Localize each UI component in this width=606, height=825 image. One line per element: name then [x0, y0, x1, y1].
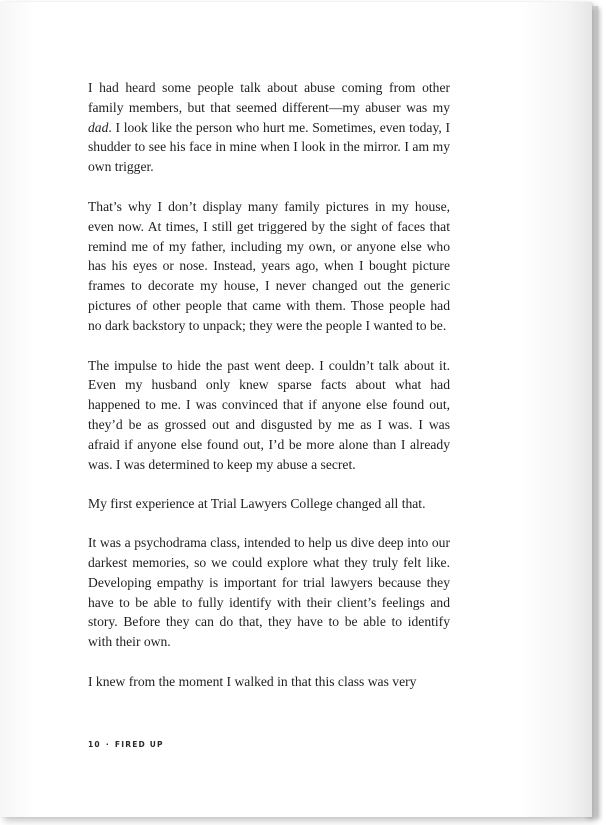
paragraph-1: I had heard some people talk about abuse coming from other family members, but that seemed different—my abuser was my dad. I look like the person who hurt me. Sometimes, even today, I shudder to see his face in mine when I look in the mirror. I am my own trigger.	[88, 80, 450, 175]
paragraph-5: It was a psychodrama class, intended to help us dive deep into our darkest memories, so we could explore what they truly felt like. Developing empathy is important for trial lawyers because they have to be able to fully identify with their client’s feelings and story. Before they can do that, they have to be able to identify with their own.	[88, 535, 450, 650]
paragraph-6: I knew from the moment I walked in that this class was very	[88, 673, 417, 689]
page-number: 10	[88, 740, 101, 749]
page-footer	[88, 740, 164, 749]
running-head: FIRED UP	[114, 740, 164, 749]
body-text	[88, 78, 450, 712]
paragraph-3: The impulse to hide the past went deep. I couldn’t talk about it. Even my husband only knew sparse facts about what had happened to me. I was convinced that if anyone else found out, they’d be as grossed out and disgusted by me as I was. I was afraid if anyone else found out, I’d be more alone than I already was. I was determined to keep my abuse a secret.	[88, 357, 450, 472]
emphasis-dad: dad	[88, 119, 109, 135]
paragraph-4: My first experience at Trial Lawyers College changed all that.	[88, 496, 426, 512]
book-page	[0, 2, 592, 817]
footer-separator: ·	[105, 740, 110, 749]
paragraph-2: That’s why I don’t display many family pictures in my house, even now. At times, I still get triggered by the sight of faces that remind me of my father, including my own, or anyone else who has his eyes or nose. Instead, years ago, when I bought picture frames to decorate my house, I never changed out the generic pictures of other people that came with them. Those people had no dark backstory to unpack; they were the people I wanted to be.	[88, 198, 450, 333]
